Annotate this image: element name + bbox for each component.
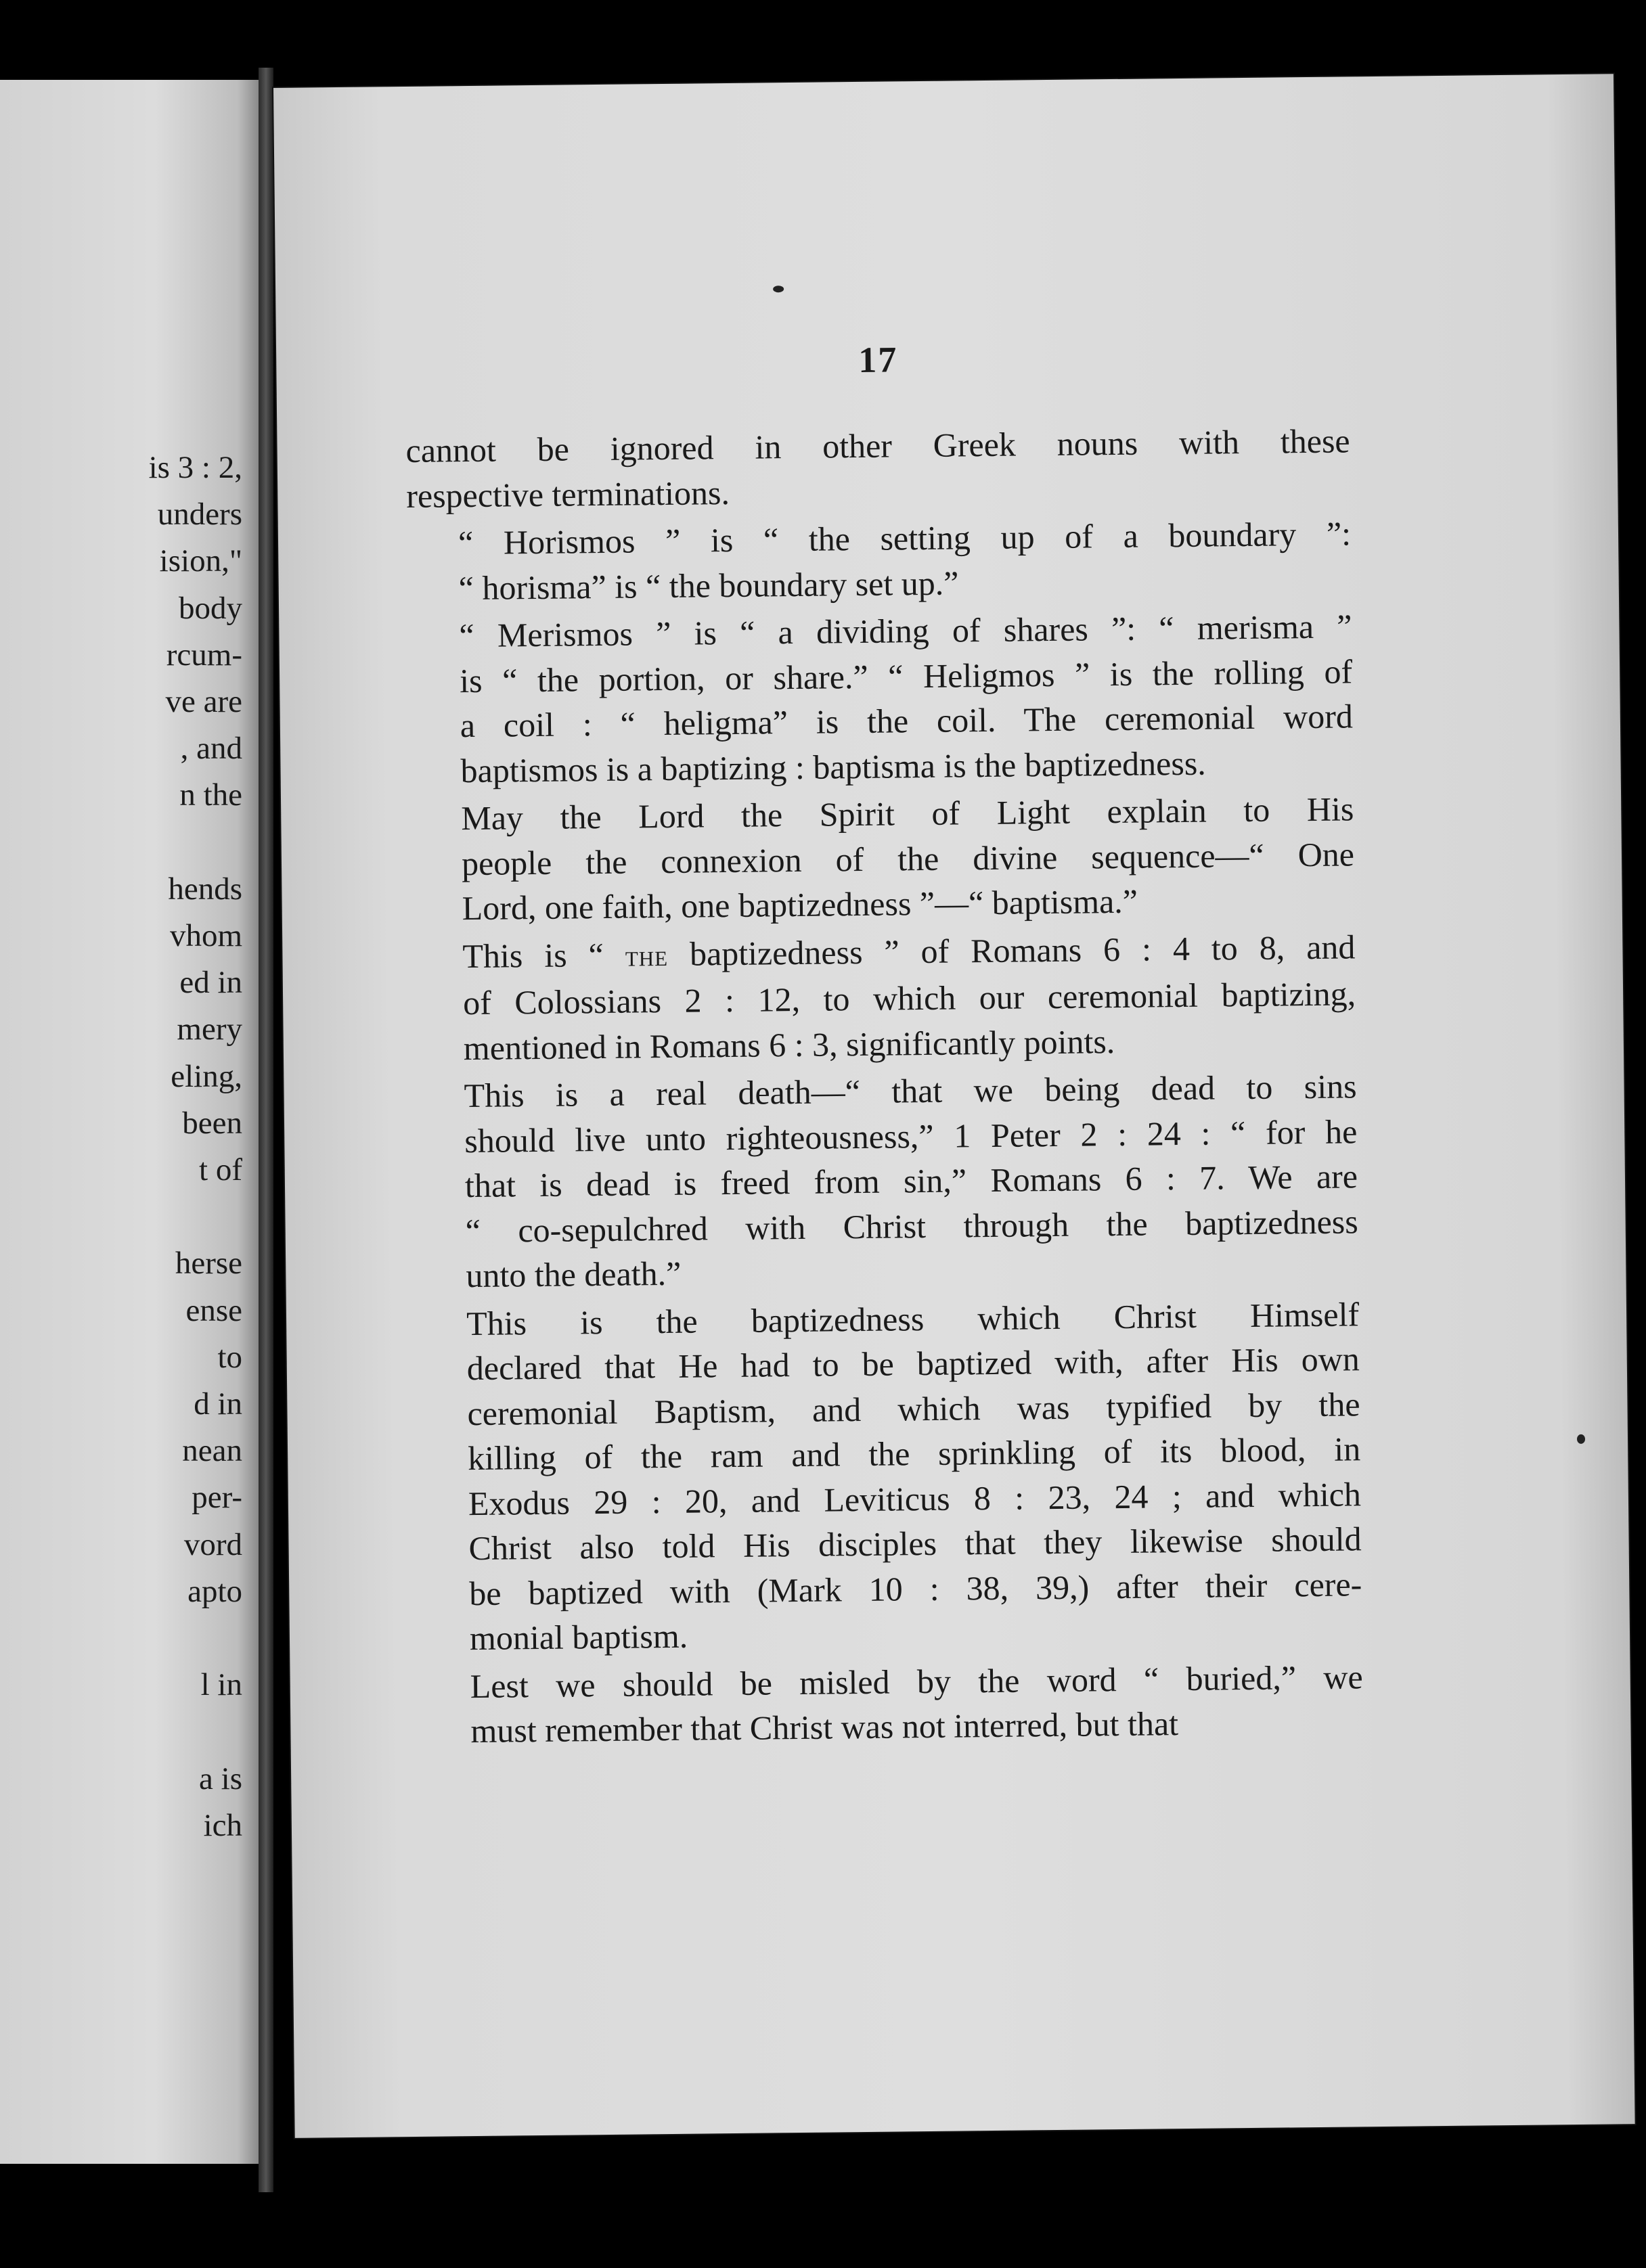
text-line: May the Lord the Spirit of Light explain to His bbox=[461, 790, 1354, 838]
previous-page-text bbox=[0, 80, 259, 2164]
paragraph bbox=[407, 511, 1352, 611]
text-line: Lord, one faith, one baptizedness ”—“ baptisma.” bbox=[462, 882, 1138, 928]
text-line: mentioned in Romans 6 : 3, significantly points. bbox=[463, 1022, 1115, 1067]
text-line: killing of the ram and the sprinkling of its blood, in bbox=[467, 1430, 1361, 1478]
previous-page-line: per- bbox=[192, 1480, 242, 1516]
ink-speck bbox=[773, 286, 784, 292]
text-line: Christ also told His disciples that they likewise should bbox=[468, 1520, 1362, 1568]
previous-page-line: herse bbox=[175, 1246, 242, 1282]
previous-page-line: ed in bbox=[179, 965, 242, 1001]
text-line: cannot be ignored in other Greek nouns with these bbox=[405, 422, 1350, 470]
text-line: Exodus 29 : 20, and Leviticus 8 : 23, 24 ; and which bbox=[468, 1474, 1362, 1522]
paragraph bbox=[418, 1654, 1363, 1754]
text-line: This is the baptizedness which Christ Himself bbox=[466, 1294, 1360, 1342]
previous-page-line: vhom bbox=[169, 918, 242, 953]
text-line: “ Horismos ” is “ the setting up of a boundary ”: bbox=[458, 514, 1352, 562]
text-line: of Colossians 2 : 12, to which our ceremonial baptizing, bbox=[462, 974, 1356, 1022]
text-line: that is dead is freed from sin,” Romans 6 : 7. We are bbox=[464, 1157, 1358, 1205]
previous-page-line: t of bbox=[199, 1152, 242, 1187]
text-line: declared that He had to be baptized with, after His own bbox=[466, 1340, 1360, 1388]
page-number: 17 bbox=[858, 339, 898, 380]
previous-page-line: apto bbox=[187, 1573, 242, 1609]
paragraph bbox=[407, 604, 1354, 794]
previous-page-line: a is bbox=[199, 1761, 242, 1796]
current-page bbox=[273, 74, 1635, 2138]
previous-page-line: ense bbox=[185, 1292, 242, 1328]
text-line: unto the death.” bbox=[466, 1254, 682, 1295]
book-gutter bbox=[259, 68, 273, 2192]
paragraph bbox=[409, 786, 1355, 931]
previous-page-line: ich bbox=[203, 1807, 242, 1843]
previous-page-line: ision," bbox=[159, 543, 242, 579]
previous-page-line: nean bbox=[182, 1433, 242, 1469]
text-line: be baptized with (Mark 10 : 38, 39,) after their cere- bbox=[469, 1564, 1362, 1612]
previous-page-line: rcum- bbox=[166, 637, 242, 673]
previous-page-line: to bbox=[217, 1339, 242, 1375]
text-line: must remember that Christ was not interred, but that bbox=[470, 1704, 1179, 1750]
text-line: “ horisma” is “ the boundary set up.” bbox=[458, 563, 959, 607]
text-run: This is “ bbox=[462, 935, 626, 975]
paragraph bbox=[412, 1064, 1358, 1298]
text-line: “ Merismos ” is “ a dividing of shares ”: “ merisma ” bbox=[459, 607, 1352, 655]
text-run: baptizedness ” of Romans 6 : 4 to 8, and bbox=[667, 927, 1356, 973]
paragraph bbox=[415, 1292, 1362, 1662]
previous-page-line: n the bbox=[179, 777, 242, 813]
previous-page-line: , and bbox=[180, 731, 242, 767]
previous-page-line: been bbox=[182, 1105, 242, 1141]
previous-page bbox=[0, 80, 259, 2164]
page-body bbox=[405, 418, 1363, 1756]
previous-page-line: body bbox=[179, 590, 242, 626]
text-line: Lest we should be misled by the word “ buried,” we bbox=[470, 1657, 1363, 1705]
previous-page-line: hends bbox=[168, 871, 242, 907]
paragraph bbox=[405, 418, 1350, 518]
text-line: respective terminations. bbox=[406, 473, 730, 515]
previous-page-line: eling, bbox=[171, 1058, 242, 1094]
previous-page-line: l in bbox=[200, 1667, 242, 1703]
text-line: baptismos is a baptizing : baptisma is the baptizedness. bbox=[460, 744, 1207, 790]
text-line: should live unto righteousness,” 1 Peter 2 : 24 : “ for he bbox=[464, 1112, 1358, 1160]
previous-page-line: vord bbox=[183, 1526, 242, 1562]
text-line: a coil : “ heligma” is the coil. The ceremonial word bbox=[460, 697, 1354, 745]
previous-page-line: d in bbox=[194, 1386, 242, 1422]
text-line: This is a real death—“ that we being dead to sins bbox=[464, 1067, 1357, 1115]
previous-page-line: mery bbox=[177, 1012, 242, 1047]
previous-page-line: ve are bbox=[165, 684, 242, 719]
paragraph bbox=[411, 924, 1356, 1071]
text-line: is “ the portion, or share.” “ Heligmos ” is the rolling of bbox=[459, 652, 1353, 700]
text-line: “ co-sepulchred with Christ through the baptizedness bbox=[465, 1202, 1358, 1250]
previous-page-line: unders bbox=[157, 497, 242, 532]
text-line: people the connexion of the divine sequence—“ One bbox=[461, 834, 1355, 882]
previous-page-line: is 3 : 2, bbox=[148, 450, 242, 485]
ink-speck bbox=[1577, 1434, 1585, 1444]
text-line: monial baptism. bbox=[469, 1616, 688, 1658]
small-caps-word: the bbox=[625, 938, 669, 973]
text-line: ceremonial Baptism, and which was typified by the bbox=[467, 1384, 1360, 1432]
